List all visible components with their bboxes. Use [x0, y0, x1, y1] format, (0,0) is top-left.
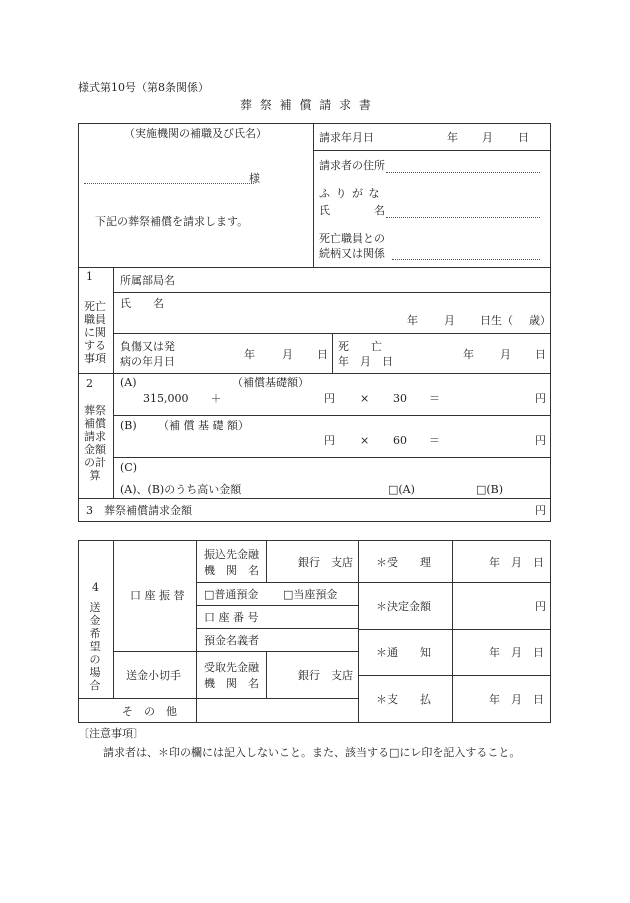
form-title: 葬 祭 補 償 請 求 書	[240, 98, 373, 112]
multiplier-a: 30	[393, 392, 407, 405]
form-number: 様式第10号（第8条関係）	[78, 81, 209, 94]
request-statement: 下記の葬祭補償を請求します。	[95, 215, 249, 228]
option-b-checkbox[interactable]: □(B)	[476, 483, 504, 496]
receiving-branch-label: 銀行 支店	[298, 669, 353, 682]
death-date-label: 年 月 日	[338, 355, 393, 368]
decided-amount-label: ＊決定金額	[376, 600, 431, 613]
higher-amount-label: (A)、(B)のうち高い金額	[120, 483, 242, 496]
section2-label: 葬祭補償請求金額の計算	[84, 404, 106, 482]
ordinary-deposit-checkbox[interactable]: □普通預金	[204, 588, 259, 601]
cheque-label: 送金小切手	[126, 669, 181, 682]
receiving-bank-label: 機 関 名	[204, 677, 259, 690]
deceased-name-label: 氏 名	[120, 297, 164, 310]
current-deposit-checkbox[interactable]: □当座預金	[283, 588, 338, 601]
account-holder-label: 預金名義者	[204, 634, 259, 647]
other-label: そ の 他	[122, 705, 177, 718]
total-claim-label: 3 葬祭補償請求金額	[86, 504, 192, 517]
section4-label: 送金希望の場合	[89, 601, 101, 692]
notes-text: 請求者は、＊印の欄には記入しないこと。また、該当する□にレ印を記入すること。	[103, 746, 521, 759]
claimant-name-field[interactable]	[386, 217, 540, 218]
address-label: 請求者の住所	[319, 159, 385, 172]
section1-label: 死亡職員に関する事項	[84, 300, 106, 365]
received-label: ＊受 理	[376, 556, 431, 569]
bank-name-label: 機 関 名	[204, 564, 259, 577]
relation-label: 続柄又は関係	[319, 247, 385, 260]
notice-label: ＊通 知	[376, 646, 431, 659]
notes-heading: 〔注意事項〕	[78, 727, 144, 740]
request-date-label: 請求年月日	[319, 131, 374, 144]
bank-branch-label: 銀行 支店	[298, 556, 353, 569]
multiplier-b: 60	[393, 434, 407, 447]
claimant-name-label: 氏 名	[319, 204, 385, 217]
injury-date-label: 病の年月日	[120, 355, 175, 368]
furigana-label: ふ り が な	[319, 187, 381, 200]
payment-label: ＊支 払	[376, 693, 431, 706]
account-transfer-label: 口 座 振 替	[130, 589, 185, 602]
sama-label: 様	[249, 172, 260, 185]
agency-label: （実施機関の補職及び氏名）	[124, 127, 267, 140]
dept-label: 所属部局名	[120, 274, 175, 287]
option-a-checkbox[interactable]: □(A)	[388, 483, 415, 496]
address-field[interactable]	[386, 172, 540, 173]
agency-name-line[interactable]	[84, 183, 254, 184]
relation-field[interactable]	[392, 259, 540, 260]
fixed-amount: 315,000 ＋	[143, 392, 222, 405]
account-number-label: 口 座 番 号	[204, 611, 259, 624]
